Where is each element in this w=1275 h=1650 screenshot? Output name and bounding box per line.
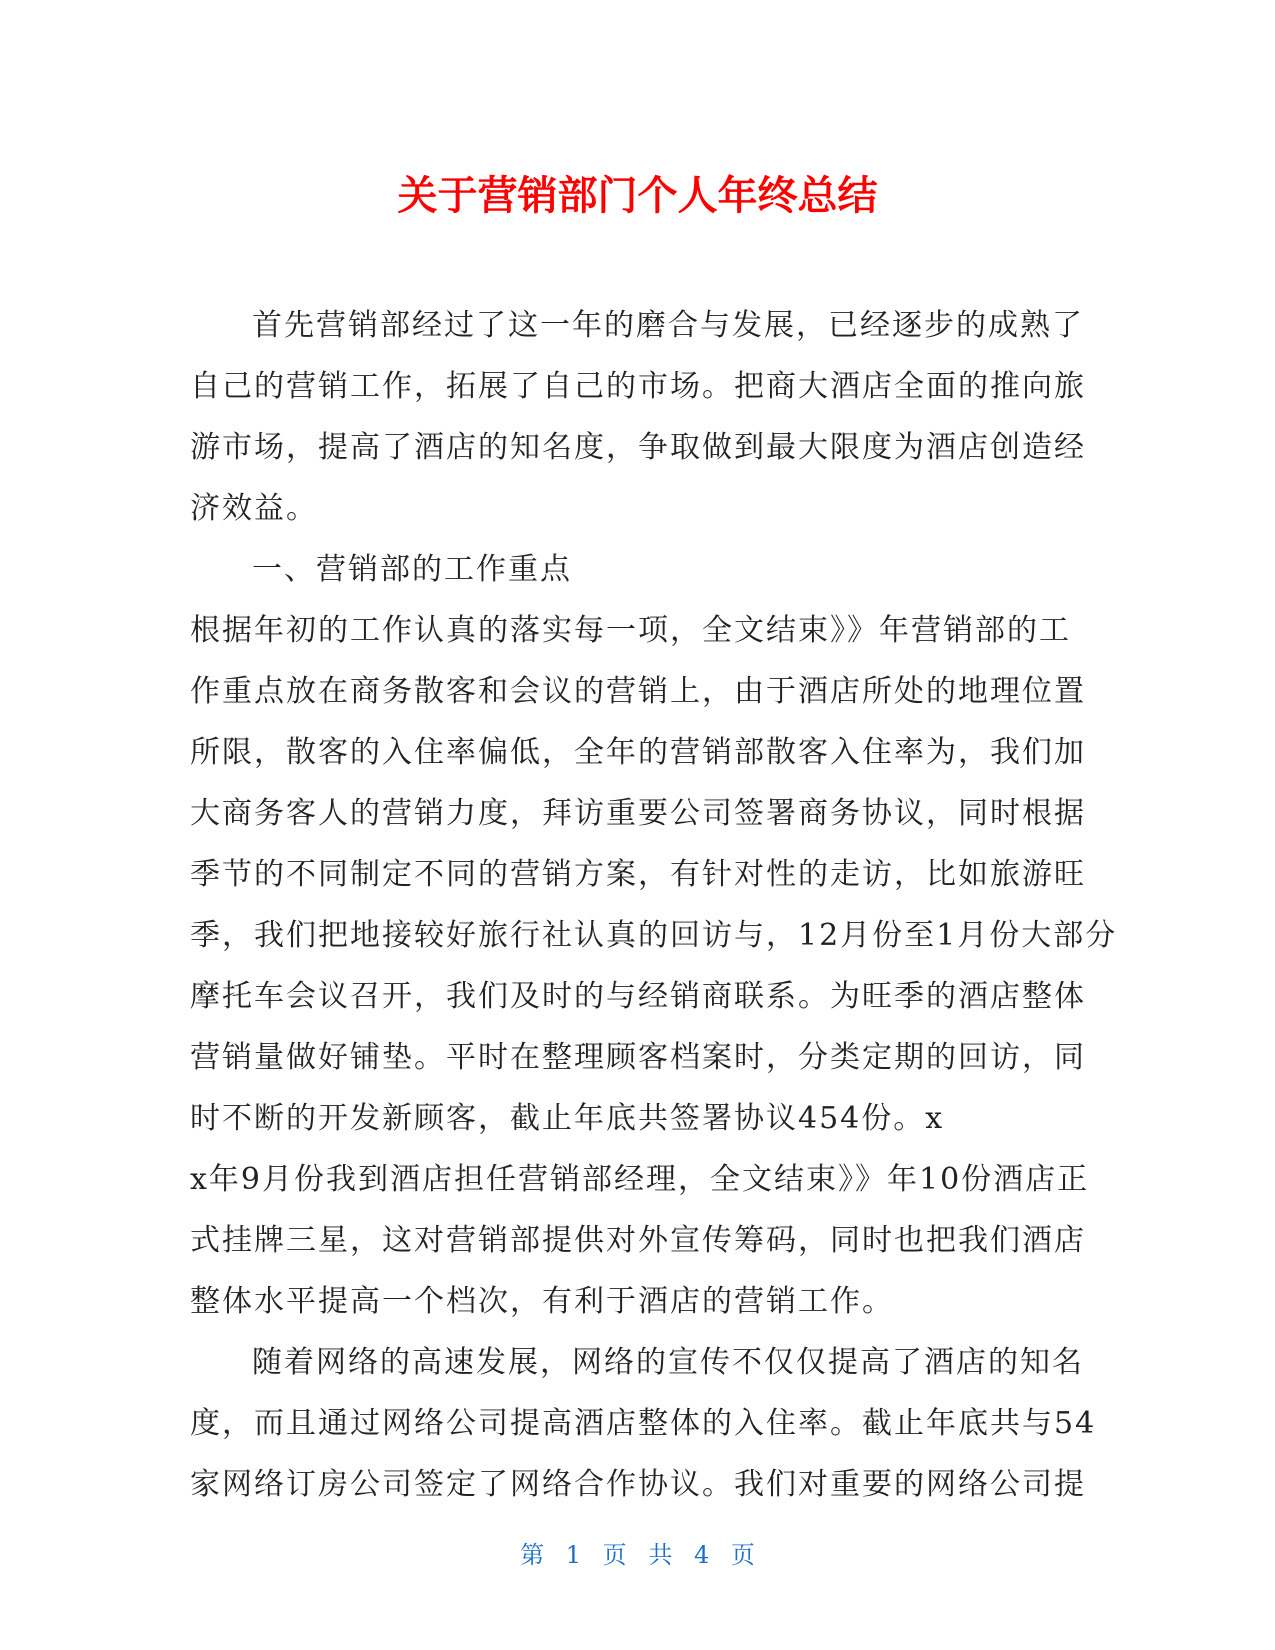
total-unit: 页 [730,1541,755,1569]
text-line: 所限，散客的入住率偏低，全年的营销部散客入住率为，我们加 [190,735,1086,770]
text-line: 式挂牌三星，这对营销部提供对外宣传筹码，同时也把我们酒店 [190,1223,1086,1258]
page-current: 1 [565,1541,582,1569]
text-line: 家网络订房公司签定了网络合作协议。我们对重要的网络公司提 [190,1467,1086,1502]
text-line: 大商务客人的营销力度，拜访重要公司签署商务协议，同时根据 [190,796,1086,831]
text-line: 时不断的开发新顾客，截止年底共签署协议454份。x [190,1101,945,1136]
page-unit: 页 [602,1541,627,1569]
text-line: 整体水平提高一个档次，有利于酒店的营销工作。 [190,1284,894,1319]
text-line: 根据年初的工作认真的落实每一项，全文结束》》年营销部的工 [190,613,1071,648]
text-line: 首先营销部经过了这一年的磨合与发展，已经逐步的成熟了 [252,308,1084,343]
text-line: 随着网络的高速发展，网络的宣传不仅仅提高了酒店的知名 [252,1345,1084,1380]
text-line: 济效益。 [190,491,318,526]
document-title: 关于营销部门个人年终总结 [397,173,878,219]
page-word: 第 [520,1541,545,1569]
document-body [190,295,1118,1515]
text-line: 作重点放在商务散客和会议的营销上，由于酒店所处的地理位置 [190,674,1086,709]
text-line: 季，我们把地接较好旅行社认真的回访与，12月份至1月份大部分 [190,918,1118,953]
text-line: 摩托车会议召开，我们及时的与经销商联系。为旺季的酒店整体 [190,979,1086,1014]
page-number-footer [0,1540,1275,1570]
text-line: x年9月份我到酒店担任营销部经理，全文结束》》年10份酒店正 [190,1162,1090,1197]
text-line: 游市场，提高了酒店的知名度，争取做到最大限度为酒店创造经 [190,430,1086,465]
page-total: 4 [693,1541,710,1569]
text-line: 营销量做好铺垫。平时在整理顾客档案时，分类定期的回访，同 [190,1040,1086,1075]
text-line: 季节的不同制定不同的营销方案，有针对性的走访，比如旅游旺 [190,857,1086,892]
text-line: 自己的营销工作，拓展了自己的市场。把商大酒店全面的推向旅 [190,369,1086,404]
total-word: 共 [648,1541,673,1569]
text-line: 度，而且通过网络公司提高酒店整体的入住率。截止年底共与54 [190,1406,1097,1441]
section-heading: 一、营销部的工作重点 [252,552,572,587]
